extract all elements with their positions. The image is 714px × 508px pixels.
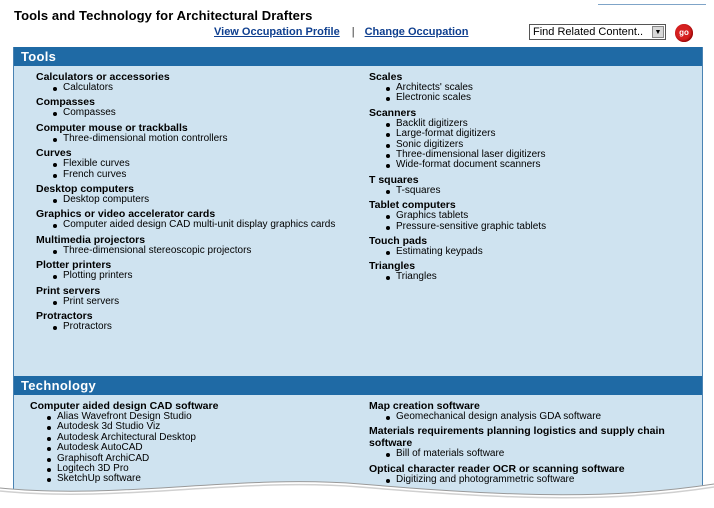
top-tab-edge: [598, 0, 706, 5]
category-group: [369, 260, 689, 282]
item-list: [369, 412, 694, 422]
category-heading[interactable]: Compasses: [36, 96, 95, 109]
category-heading[interactable]: Protractors: [36, 310, 93, 323]
category-group: [369, 425, 694, 459]
list-item[interactable]: Geomechanical design analysis GDA software: [396, 412, 694, 422]
category-heading[interactable]: Desktop computers: [36, 183, 135, 196]
list-item[interactable]: Desktop computers: [63, 195, 356, 205]
list-item[interactable]: Digitizing and photogrammetric software: [396, 475, 694, 485]
category-group: [36, 234, 356, 256]
list-item[interactable]: Calculators: [63, 83, 356, 93]
category-group: [36, 285, 356, 307]
item-list: [36, 297, 356, 307]
category-heading[interactable]: Materials requirements planning logistics and supply chain software: [369, 425, 665, 450]
chevron-down-icon[interactable]: ▼: [652, 26, 664, 38]
category-heading[interactable]: Triangles: [369, 260, 416, 273]
list-item[interactable]: Estimating keypads: [396, 247, 689, 257]
list-item[interactable]: Autodesk AutoCAD: [57, 443, 350, 453]
list-item[interactable]: Backlit digitizers: [396, 119, 689, 129]
category-group: [36, 122, 356, 144]
list-item[interactable]: Computer aided design CAD multi-unit display graphics cards: [63, 220, 356, 230]
category-heading[interactable]: Calculators or accessories: [36, 71, 170, 83]
list-item[interactable]: Plotting printers: [63, 271, 356, 281]
find-related-content-select[interactable]: [529, 24, 666, 40]
category-heading[interactable]: Graphics or video accelerator cards: [36, 208, 216, 221]
list-item[interactable]: Wide-format document scanners: [396, 160, 689, 170]
item-list: [36, 220, 356, 230]
item-list: [36, 322, 356, 332]
list-item[interactable]: Bill of materials software: [396, 449, 694, 459]
category-heading[interactable]: Print servers: [36, 284, 101, 297]
item-list: [36, 271, 356, 281]
list-item[interactable]: SketchUp software: [57, 474, 350, 484]
category-heading[interactable]: T squares: [369, 173, 419, 186]
category-heading[interactable]: Touch pads: [369, 235, 428, 248]
view-occupation-profile-link[interactable]: View Occupation Profile: [214, 26, 340, 38]
list-item[interactable]: Three-dimensional stereoscopic projectors: [63, 246, 356, 256]
list-item[interactable]: Print servers: [63, 297, 356, 307]
item-list: [36, 134, 356, 144]
list-item[interactable]: Pressure-sensitive graphic tablets: [396, 222, 689, 232]
category-group: [36, 183, 356, 205]
item-list: [369, 186, 689, 196]
list-item[interactable]: French curves: [63, 170, 356, 180]
item-list: [369, 449, 694, 459]
go-button[interactable]: go: [675, 24, 693, 42]
item-list: [36, 246, 356, 256]
occupation-nav: [214, 26, 468, 38]
category-heading[interactable]: Plotter printers: [36, 259, 112, 272]
item-list: [36, 83, 356, 93]
item-list: [369, 247, 689, 257]
item-list: [369, 119, 689, 171]
category-heading[interactable]: Computer mouse or trackballs: [36, 121, 188, 134]
tools-panel: [13, 47, 703, 376]
category-group: [36, 147, 356, 180]
list-item[interactable]: Protractors: [63, 322, 356, 332]
nav-separator: |: [351, 26, 355, 38]
category-group: [369, 107, 689, 171]
list-item[interactable]: Sonic digitizers: [396, 140, 689, 150]
category-group: [36, 208, 356, 230]
category-group: [369, 174, 689, 196]
change-occupation-link[interactable]: Change Occupation: [364, 26, 469, 38]
list-item[interactable]: Autodesk Architectural Desktop: [57, 433, 350, 443]
category-group: [36, 71, 356, 93]
torn-edge-fade: [0, 470, 714, 508]
find-select-value: Find Related Content..: [533, 26, 644, 38]
category-heading[interactable]: Optical character reader OCR or scanning software: [369, 462, 625, 475]
list-item[interactable]: Flexible curves: [63, 159, 356, 169]
category-group: [369, 235, 689, 257]
category-heading[interactable]: Scanners: [369, 106, 417, 119]
technology-header: Technology: [14, 376, 702, 395]
item-list: [36, 159, 356, 180]
category-group: [369, 71, 689, 104]
category-group: [36, 259, 356, 281]
category-heading[interactable]: Scales: [369, 71, 403, 83]
tools-right-column: [369, 71, 689, 283]
category-heading[interactable]: Map creation software: [369, 400, 480, 412]
list-item[interactable]: Electronic scales: [396, 93, 689, 103]
tools-left-column: [36, 71, 356, 332]
category-group: [36, 96, 356, 118]
list-item[interactable]: Three-dimensional motion controllers: [63, 134, 356, 144]
category-group: [369, 199, 689, 232]
category-group: [36, 310, 356, 332]
tools-header: Tools: [14, 47, 702, 66]
category-heading[interactable]: Multimedia projectors: [36, 233, 146, 246]
list-item[interactable]: Autodesk 3d Studio Viz: [57, 422, 350, 432]
category-heading[interactable]: Computer aided design CAD software: [30, 400, 219, 412]
list-item[interactable]: T-squares: [396, 186, 689, 196]
category-group: [369, 400, 694, 422]
list-item[interactable]: Logitech 3D Pro: [57, 464, 350, 474]
category-heading[interactable]: Curves: [36, 147, 72, 160]
list-item[interactable]: Large-format digitizers: [396, 129, 689, 139]
list-item[interactable]: Three-dimensional laser digitizers: [396, 150, 689, 160]
list-item[interactable]: Graphics tablets: [396, 211, 689, 221]
page-title: Tools and Technology for Architectural Drafters: [14, 8, 313, 23]
list-item[interactable]: Alias Wavefront Design Studio: [57, 412, 350, 422]
item-list: [369, 272, 689, 282]
list-item[interactable]: Compasses: [63, 108, 356, 118]
list-item[interactable]: Architects' scales: [396, 83, 689, 93]
list-item[interactable]: Graphisoft ArchiCAD: [57, 454, 350, 464]
item-list: [36, 108, 356, 118]
item-list: [369, 83, 689, 104]
category-heading[interactable]: Tablet computers: [369, 199, 456, 212]
list-item[interactable]: Triangles: [396, 272, 689, 282]
item-list: [36, 195, 356, 205]
item-list: [369, 211, 689, 232]
